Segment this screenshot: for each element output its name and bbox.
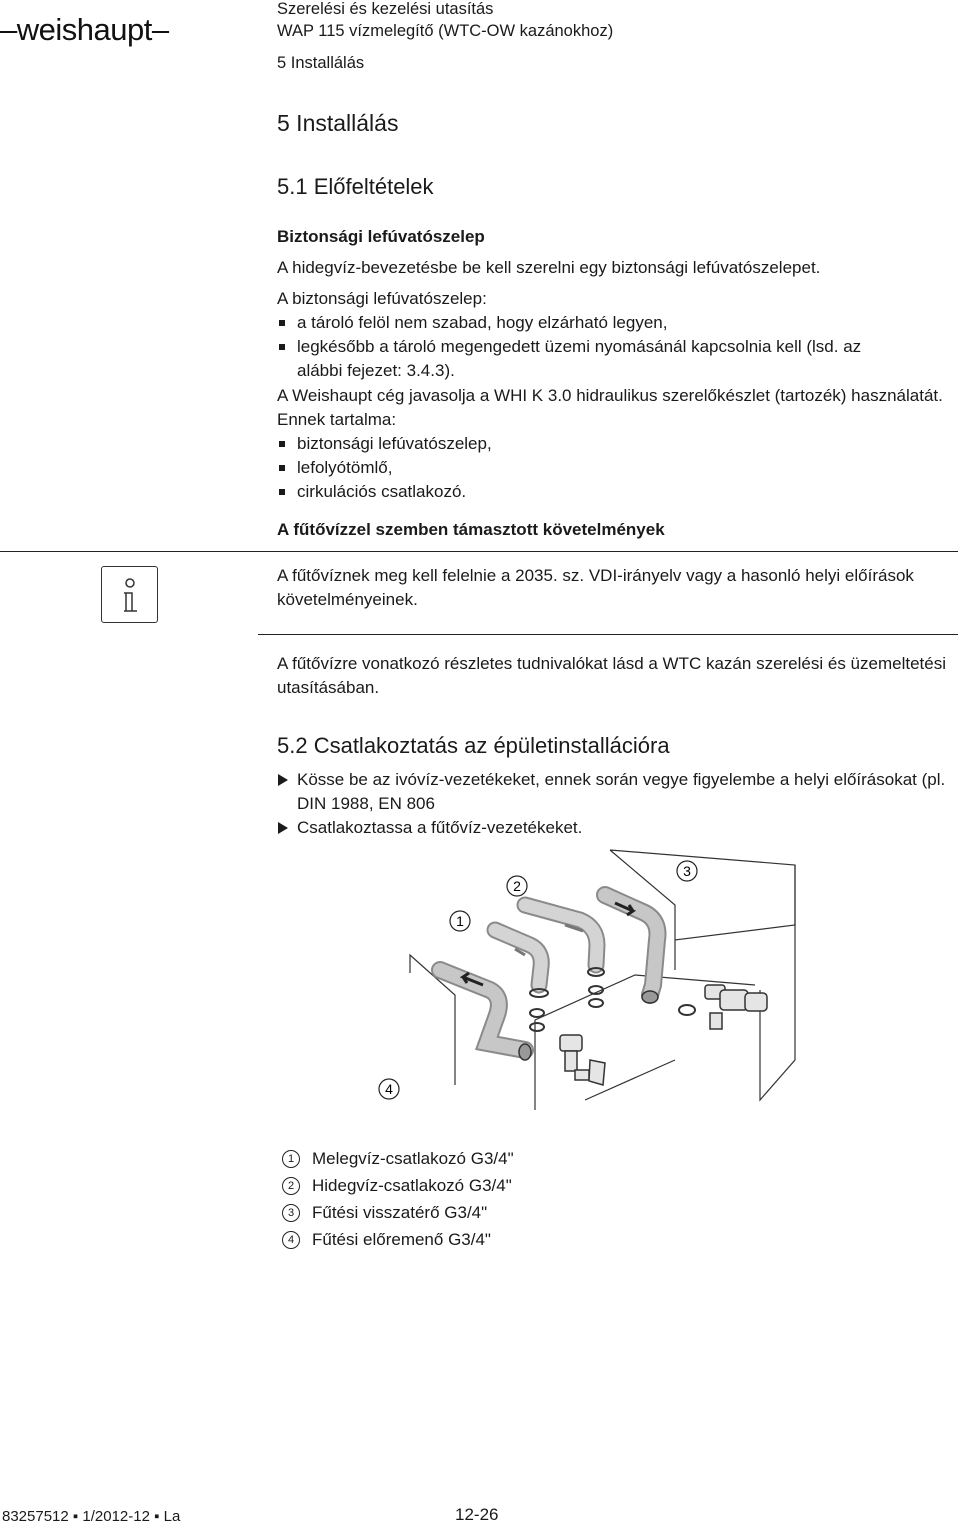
legend-label: Fűtési visszatérő G3/4" — [312, 1202, 488, 1222]
valve-group-left — [560, 1035, 605, 1085]
heating-water-note: A fűtővíznek meg kell felelnie a 2035. sz. VDI-irányelv vagy a hasonló helyi előírások követelményeinek. — [277, 566, 914, 609]
legend-number: 1 — [282, 1150, 300, 1168]
product-title: WAP 115 vízmelegítő (WTC-OW kazánokhoz) — [277, 22, 614, 40]
callout-2 — [507, 876, 527, 896]
cabinet-right-panel — [760, 865, 795, 1100]
steps-block — [277, 768, 957, 840]
legend-item — [282, 1145, 514, 1172]
step-item: Kösse be az ivóvíz-vezetékeket, ennek során vegye figyelembe a helyi előírásokat (pl. DIN 1988, EN 806 — [277, 768, 957, 816]
legend-number: 4 — [282, 1231, 300, 1249]
doc-title: Szerelési és kezelési utasítás — [277, 0, 494, 18]
legend-item — [282, 1226, 514, 1253]
legend-item — [282, 1172, 514, 1199]
callout-2-label: 2 — [513, 878, 521, 894]
legend-label: Hidegvíz-csatlakozó G3/4" — [312, 1175, 512, 1195]
callout-4 — [379, 1079, 399, 1099]
logo-text: weishaupt — [16, 12, 152, 47]
logo-dash-left: – — [0, 12, 17, 47]
divider — [258, 634, 958, 635]
kit-list — [277, 432, 957, 504]
list-item: cirkulációs csatlakozó. — [277, 480, 957, 504]
page-heading: 5 Installálás — [277, 110, 399, 136]
step-item: Csatlakoztassa a fűtővíz-vezetékeket. — [277, 816, 957, 840]
list-item: legkésőbb a tároló megengedett üzemi nyomásánál kapcsolnia kell (lsd. az alábbi fejezet: 3.4.3). — [277, 335, 897, 383]
legend-label: Fűtési előremenő G3/4" — [312, 1229, 491, 1249]
divider — [0, 551, 958, 552]
callout-3 — [677, 861, 697, 881]
safety-valve-intro: A hidegvíz-bevezetésbe be kell szerelni egy biztonsági lefúvatószelepet. — [277, 258, 821, 277]
page-number: 12-26 — [455, 1505, 499, 1524]
callout-1-label: 1 — [456, 913, 464, 929]
section-heading-5-2: 5.2 Csatlakoztatás az épületinstallációra — [277, 733, 670, 758]
safety-valve-list — [277, 311, 957, 383]
list-item: biztonsági lefúvatószelep, — [277, 432, 957, 456]
callout-3-label: 3 — [683, 863, 691, 879]
recommend-block — [277, 384, 957, 504]
heating-water-detail: A fűtővízre vonatkozó részletes tudnivalókat lásd a WTC kazán szerelési és üzemeltetési utasításában. — [277, 654, 946, 697]
fitting-ring — [679, 1005, 695, 1015]
safety-valve-title: Biztonsági lefúvatószelep — [277, 227, 485, 246]
connection-diagram — [375, 845, 835, 1115]
header-section: 5 Installálás — [277, 54, 365, 72]
legend-label: Melegvíz-csatlakozó G3/4" — [312, 1148, 514, 1168]
figure-legend — [282, 1145, 514, 1253]
callout-1 — [450, 911, 470, 931]
doc-code: 83257512 ▪ 1/2012-12 ▪ La — [2, 1508, 181, 1525]
info-box — [101, 566, 158, 623]
list-item: a tároló felöl nem szabad, hogy elzárható legyen, — [277, 311, 957, 335]
valve-group-right — [705, 985, 767, 1029]
heating-water-title: A fűtővízzel szemben támasztott követelmények — [277, 520, 665, 539]
fitting-ring — [589, 999, 603, 1007]
list-item: lefolyótömlő, — [277, 456, 957, 480]
recommend-text: A Weishaupt cég javasolja a WHI K 3.0 hidraulikus szerelőkészlet (tartozék) használatát. Ennek tartalma: — [277, 386, 943, 429]
logo-dash-right: – — [151, 12, 169, 47]
safety-valve-list-block — [277, 287, 957, 383]
info-icon — [102, 567, 157, 622]
legend-number: 3 — [282, 1204, 300, 1222]
fitting-nut — [642, 991, 658, 1003]
legend-number: 2 — [282, 1177, 300, 1195]
fitting-ring — [530, 1023, 544, 1031]
legend-item — [282, 1199, 514, 1226]
callout-4-label: 4 — [385, 1081, 393, 1097]
weishaupt-logo — [0, 12, 169, 48]
safety-valve-list-intro: A biztonsági lefúvatószelep: — [277, 289, 487, 308]
flow-pipe-4-fill — [440, 970, 525, 1050]
fitting-nut — [519, 1044, 531, 1060]
step-list — [277, 768, 957, 840]
cabinet-back-panel — [610, 850, 795, 940]
fitting-ring — [530, 1009, 544, 1017]
section-heading-5-1: 5.1 Előfeltételek — [277, 174, 434, 199]
